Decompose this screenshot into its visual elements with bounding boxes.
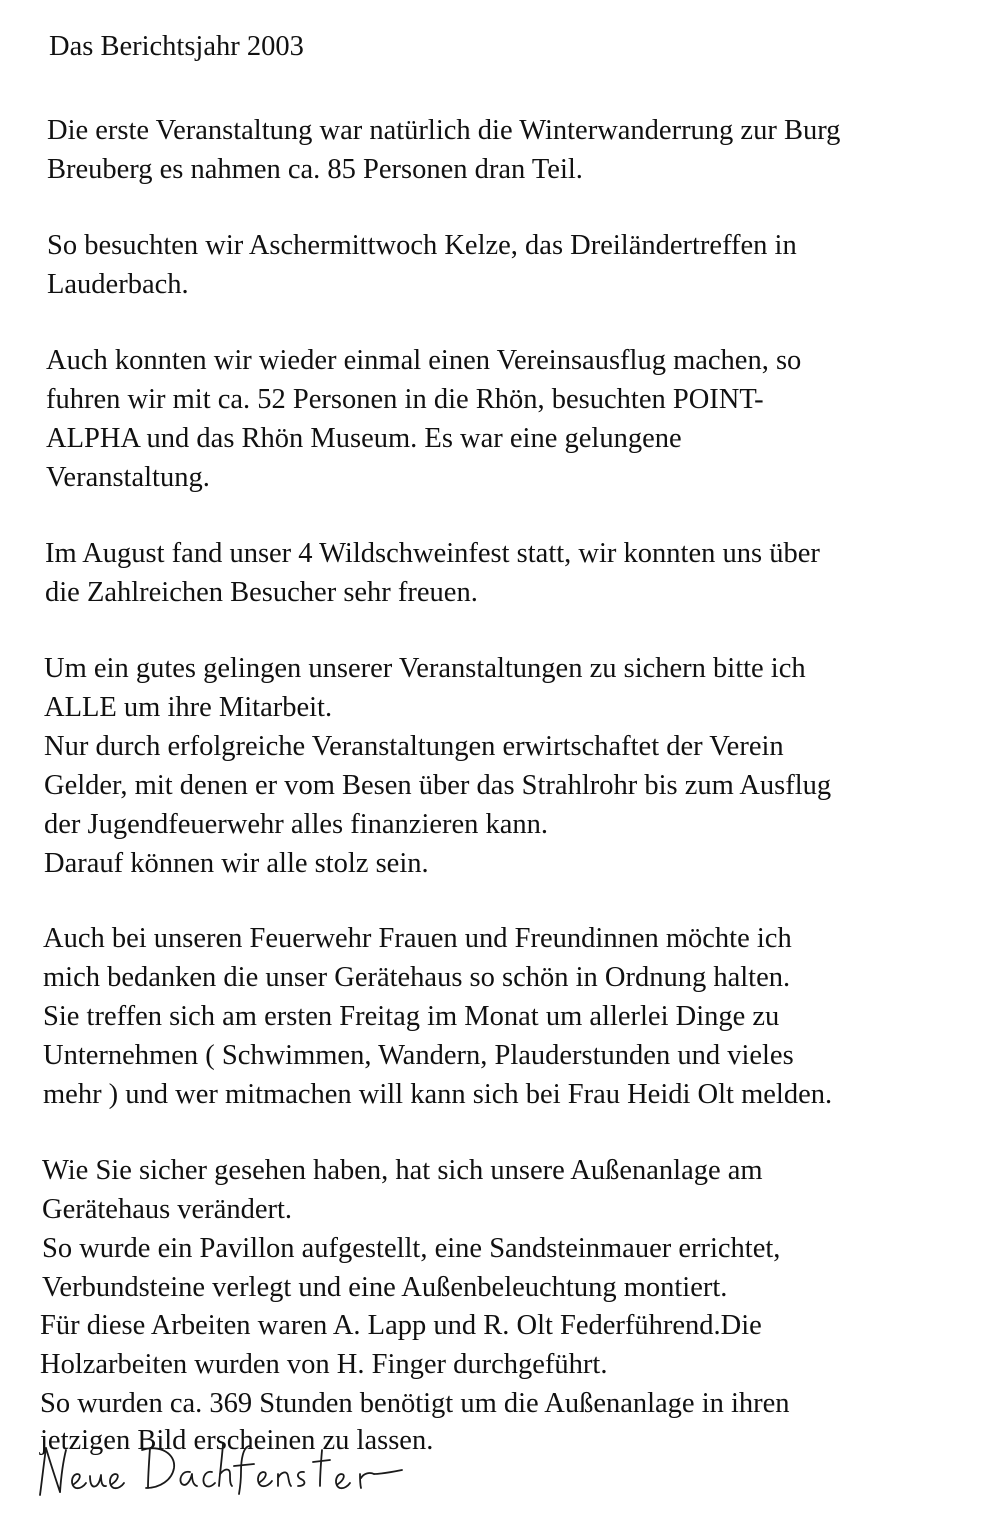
text-line: Lauderbach. [47, 269, 189, 300]
text-line: So besuchten wir Aschermittwoch Kelze, das Dreiländertreffen in [47, 230, 797, 261]
text-line: fuhren wir mit ca. 52 Personen in die Rhön, besuchten POINT- [46, 384, 764, 415]
text-line: Gelder, mit denen er vom Besen über das Strahlrohr bis zum Ausflug [44, 770, 832, 801]
document-title: Das Berichtsjahr 2003 [49, 31, 304, 62]
text-line: Veranstaltung. [46, 462, 210, 493]
text-line: Wie Sie sicher gesehen haben, hat sich unsere Außenanlage am [42, 1155, 763, 1186]
text-line: Auch konnten wir wieder einmal einen Vereinsausflug machen, so [46, 345, 802, 376]
text-line: ALPHA und das Rhön Museum. Es war eine gelungene [46, 423, 682, 454]
text-line: Verbundsteine verlegt und eine Außenbeleuchtung montiert. [42, 1272, 728, 1303]
text-line: Darauf können wir alle stolz sein. [44, 848, 429, 879]
text-line: Auch bei unseren Feuerwehr Frauen und Freundinnen möchte ich [43, 923, 792, 954]
text-line: Holzarbeiten wurden von H. Finger durchgeführt. [40, 1349, 608, 1380]
text-line: mehr ) und wer mitmachen will kann sich bei Frau Heidi Olt melden. [43, 1079, 833, 1110]
text-line: Breuberg es nahmen ca. 85 Personen dran Teil. [47, 154, 583, 185]
text-line: Um ein gutes gelingen unserer Veranstaltungen zu sichern bitte ich [44, 653, 806, 684]
handwritten-note [30, 1440, 410, 1510]
text-line: mich bedanken die unser Gerätehaus so schön in Ordnung halten. [43, 962, 791, 993]
text-line: ALLE um ihre Mitarbeit. [44, 692, 333, 723]
text-line: Für diese Arbeiten waren A. Lapp und R. Olt Federführend.Die [40, 1310, 762, 1341]
text-line: die Zahlreichen Besucher sehr freuen. [45, 577, 478, 608]
text-line: Gerätehaus verändert. [42, 1194, 293, 1225]
text-line: jetzigen Bild erscheinen zu lassen. [40, 1425, 434, 1456]
text-line: Nur durch erfolgreiche Veranstaltungen erwirtschaftet der Verein [44, 731, 784, 762]
text-line: So wurde ein Pavillon aufgestellt, eine Sandsteinmauer errichtet, [42, 1233, 781, 1264]
text-line: Im August fand unser 4 Wildschweinfest statt, wir konnten uns über [45, 538, 820, 569]
text-line: So wurden ca. 369 Stunden benötigt um die Außenanlage in ihren [40, 1388, 790, 1419]
text-line: Sie treffen sich am ersten Freitag im Monat um allerlei Dinge zu [43, 1001, 780, 1032]
text-line: der Jugendfeuerwehr alles finanzieren kann. [44, 809, 549, 840]
text-line: Unternehmen ( Schwimmen, Wandern, Plauderstunden und vieles [43, 1040, 794, 1071]
text-line: Die erste Veranstaltung war natürlich die Winterwanderrung zur Burg [47, 115, 841, 146]
